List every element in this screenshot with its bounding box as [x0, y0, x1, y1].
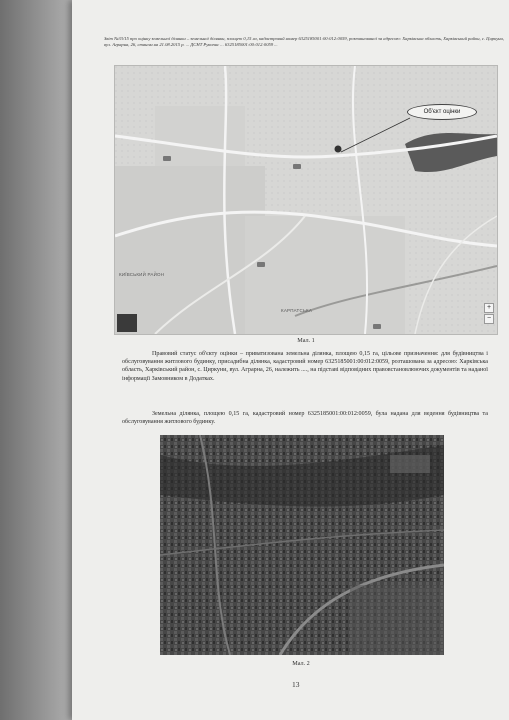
document-page	[72, 0, 509, 720]
zoom-out-button[interactable]: −	[484, 314, 494, 324]
page-number: 13	[292, 680, 300, 689]
zoom-in-button[interactable]: +	[484, 303, 494, 313]
legal-status-paragraph: Правовий статус об'єкту оцінки – приватизована земельна ділянка, площею 0,15 га, цільове призначення: для будівництва і обслуговування житлового будинку, присадибна ділянка, кадастровий номер 6325185001:00:012:0059, розташована за адресою: Харківська область, Харківський район, с. Циркуни, вул. Аграрна, 26, належить ...., на підставі відповідних правовстановлюючих документів та наданої інформації Замовником в Додатках.	[122, 351, 488, 382]
object-callout: Об'єкт оцінки	[407, 104, 477, 120]
figure-2-caption: Мал. 2	[292, 660, 310, 667]
satellite-graphic	[160, 435, 444, 655]
karpatska-label: КАРПАТСЬКА	[281, 308, 313, 313]
location-map[interactable]	[114, 65, 498, 335]
land-plot-paragraph: Земельна ділянка, площею 0,15 га, кадастровий номер 6325185001:00:012:0059, була надана для ведення будівництва та обслуговування житлового будинку.	[122, 411, 488, 426]
report-header: Звіт №33/15 про оцінку земельної ділянки – земельної ділянки, площею 0,15 га, кадастровий номер 6325185001:00:012:0059, розташованої за адресою: Харківська область, Харківський район, с. Циркуни, вул. Аграрна, 26, станом на 21.08.2015 р. ... ДСНТ Рукопис ... 6325185001:00:012:0059 ...	[104, 36, 504, 48]
satellite-image	[160, 435, 444, 655]
figure-1-caption: Мал. 1	[297, 337, 315, 344]
district-label: КИЇВСЬКИЙ РАЙОН	[119, 272, 165, 277]
